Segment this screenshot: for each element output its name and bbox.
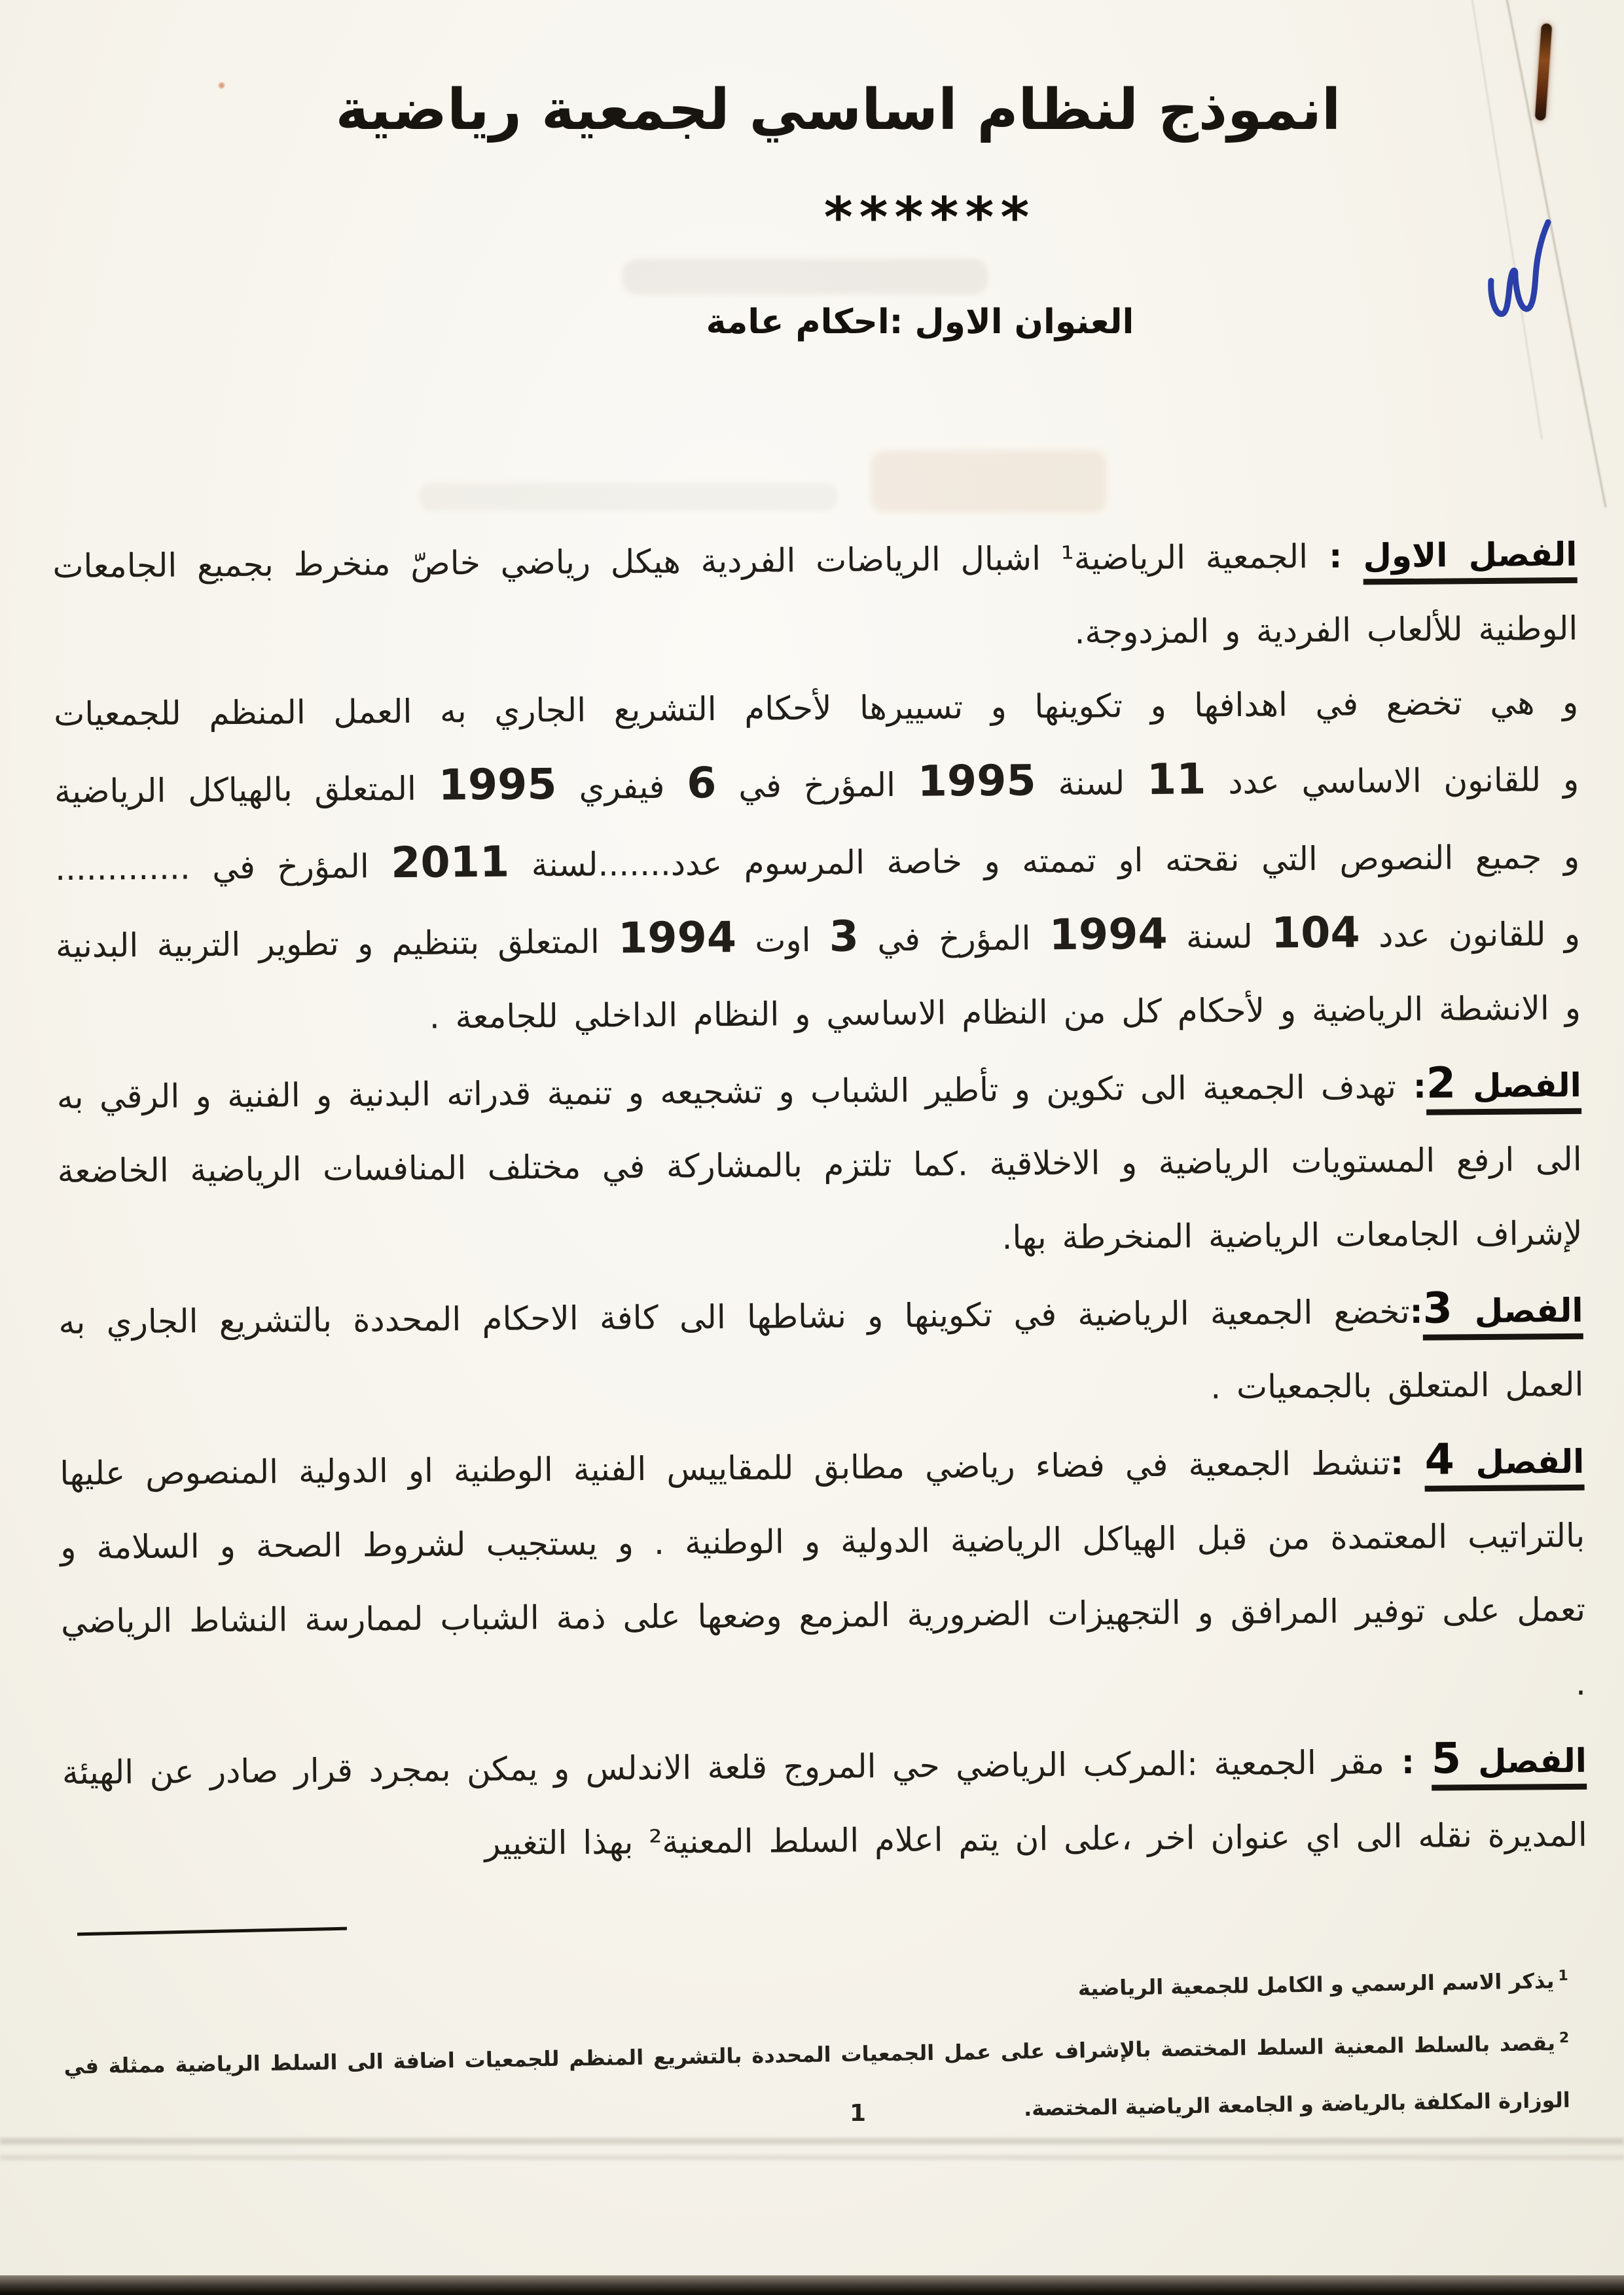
heading-separator: : <box>1409 1292 1423 1331</box>
chapter-3-heading: الفصل 3 <box>1422 1292 1583 1341</box>
chapter-3-paragraph <box>58 1271 1584 1434</box>
chapter-1-heading: الفصل الاول <box>1363 535 1577 585</box>
document-title: انموذج لنظام اساسي لجمعية رياضية <box>335 77 1341 143</box>
chapter-2-paragraph <box>56 1045 1583 1282</box>
legal-reference-text: و الانشطة الرياضية و لأحكام كل من النظام الاساسي و النظام الداخلي للجامعة . <box>429 988 1581 1036</box>
heading-separator: : <box>1390 1443 1425 1483</box>
heading-separator: : <box>1384 1743 1432 1782</box>
chapter-4-text: تنشط الجمعية في فضاء رياضي مطابق للمقاييس الفنية الوطنية او الدولية المنصوص عليها بالتراتيب المعتمدة من قبل الهياكل الرياضية الدولية و الوطنية . و يستجيب لشروط الصحة و السلامة و تعمل على توفير المرافق و التجهيزات الضرورية المزمع وضعها على ذمة الشباب لممارسة النشاط الرياضي . <box>60 1444 1587 1703</box>
ink-bleedthrough-smudge <box>871 450 1106 513</box>
chapter-3-text: تخضع الجمعية الرياضية في تكوينها و نشاطها الى كافة الاحكام المحددة بالتشريع الجاري به العمل المتعلق بالجمعيات . <box>58 1292 1584 1407</box>
legal-reference-text: و للقانون الاساسي عدد 11 لسنة 1995 المؤرخ في 6 فيفري 1995 المتعلق بالهياكل الرياضية <box>54 755 1579 811</box>
footnote-1-marker: 1 <box>1558 1967 1568 1985</box>
scanner-streak <box>0 2138 1624 2144</box>
scan-bottom-edge <box>0 2275 1624 2295</box>
footnote-1-text: يذكر الاسم الرسمي و الكامل للجمعية الرياضية <box>1077 1968 1555 2001</box>
legal-reference-line-4 <box>56 894 1581 983</box>
legal-reference-line-2 <box>54 740 1579 829</box>
ink-bleedthrough-smudge <box>419 483 838 511</box>
heading-separator: : <box>1307 537 1363 576</box>
chapter-5-text: مقر الجمعية :المركب الرياضي حي المروج قلعة الاندلس و يمكن بمجرد قرار صادر عن الهيئة المديرة نقله الى اي عنوان اخر ،على ان يتم اعلام السلط المعنية² بهذا التغيير <box>62 1743 1587 1863</box>
ink-bleedthrough-smudge <box>622 259 988 295</box>
chapter-4-paragraph <box>60 1422 1587 1733</box>
chapter-2-heading: الفصل 2 <box>1426 1066 1582 1115</box>
chapter-5-paragraph <box>62 1721 1587 1884</box>
legal-reference-line-3 <box>55 817 1580 906</box>
asterisk-separator: ****** <box>823 185 1036 249</box>
legal-reference-text: و هي تخضع في اهدافها و تكوينها و تسييرها لأحكام التشريع الجاري به العمل المنظم للجمعيات <box>54 683 1579 734</box>
chapter-4-heading: الفصل 4 <box>1424 1443 1584 1492</box>
chapter-2-text: تهدف الجمعية الى تكوين و تأطير الشباب و تشجيعه و تنمية قدراته البدنية و الفنية و الرقي به الى ارفع المستويات الرياضية و الاخلاقية .كما تلتزم بالمشاركة في مختلف المنافسات الرياضية الخاضعة لإشراف الجامعات الرياضية المنخرطة بها. <box>56 1068 1583 1257</box>
footnote-separator-line <box>77 1927 347 1936</box>
chapter-5-heading: الفصل 5 <box>1432 1742 1587 1791</box>
section-heading-title-one: العنوان الاول :احكام عامة <box>706 302 1134 342</box>
scanner-streak <box>0 2155 1624 2160</box>
document-body <box>52 518 1587 1884</box>
legal-reference-line-1 <box>54 666 1579 751</box>
legal-reference-line-5 <box>56 971 1581 1057</box>
footnote-2-text: يقصد بالسلط المعنية السلط المختصة بالإشراف على عمل الجمعيات المحددة بالتشريع المنظم للجمعيات اضافة الى السلط الرياضية ممثلة في الوزارة المكلفة بالرياضة و الجامعة الرياضية المختصة. <box>63 2030 1570 2122</box>
footnote-2-marker: 2 <box>1559 2029 1570 2046</box>
heading-separator: : <box>1396 1067 1427 1106</box>
page-number: 1 <box>849 2100 867 2127</box>
chapter-1-text: الجمعية الرياضية¹ اشبال الرياضات الفردية هيكل رياضي خاصّ منخرط بجميع الجامعات الوطنية للألعاب الفردية و المزدوجة. <box>52 537 1578 651</box>
chapter-1-paragraph <box>52 518 1578 678</box>
footnote-2 <box>63 2010 1571 2153</box>
legal-reference-text: و للقانون عدد 104 لسنة 1994 المؤرخ في 3 اوت 1994 المتعلق بتنظيم و تطوير التربية البدنية <box>55 908 1581 966</box>
legal-reference-text: و جميع النصوص التي نقحته او تممته و خاصة المرسوم عدد.......لسنة 2011 المؤرخ في ............. <box>54 837 1580 888</box>
